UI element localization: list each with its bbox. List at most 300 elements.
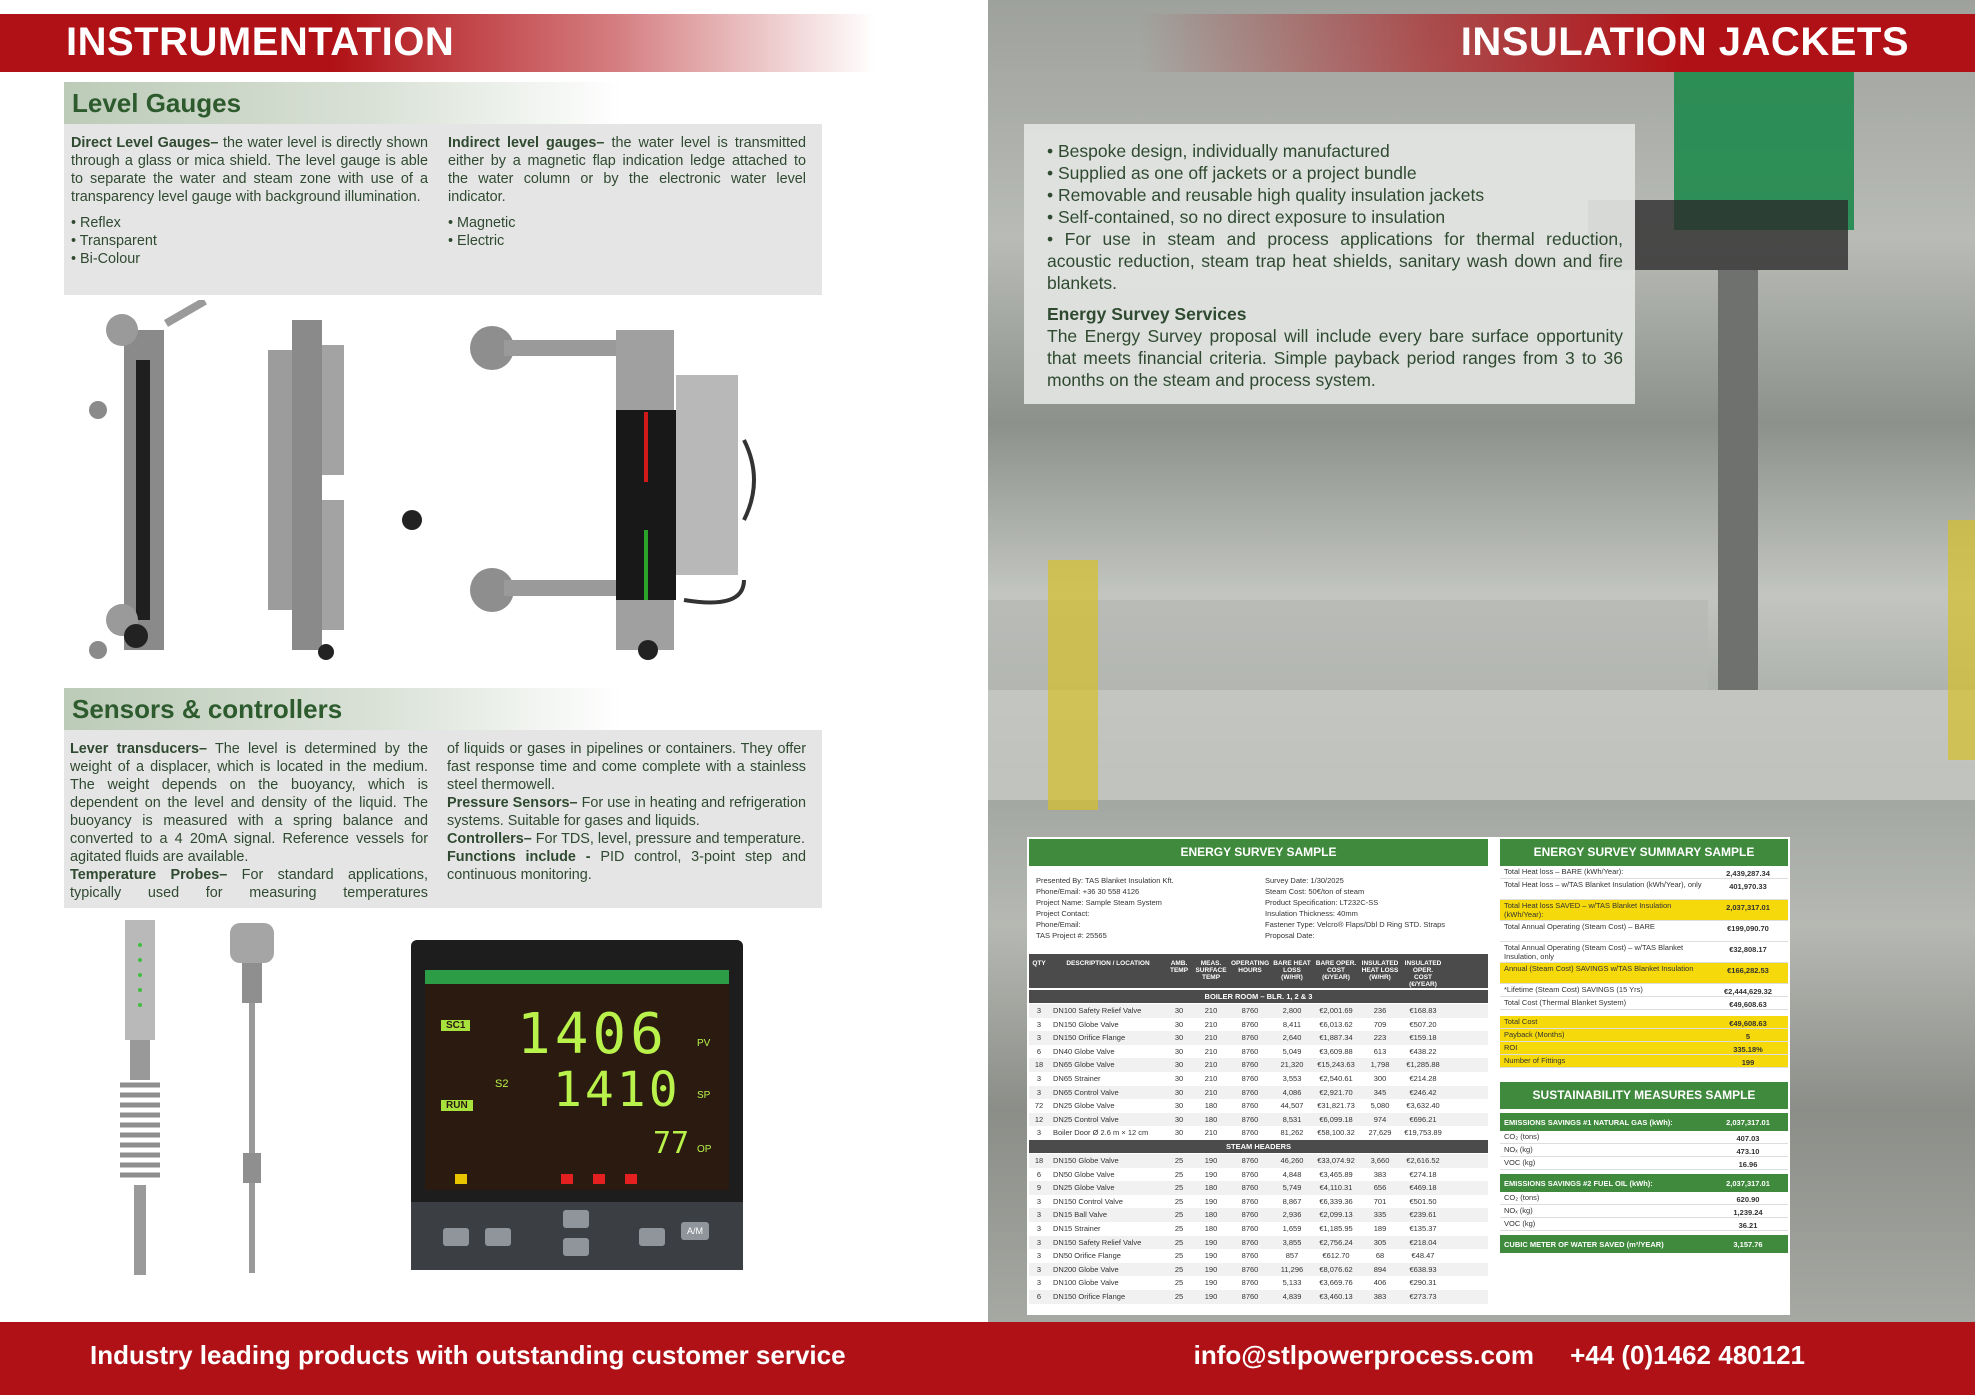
- table-row: [1029, 1208, 1488, 1222]
- functions-lead: Functions include -: [447, 849, 591, 865]
- magnetic-electric-gauge-image: [470, 326, 754, 660]
- pv-readout: 1406: [517, 1002, 668, 1067]
- table-cell: €6,013.62: [1319, 1019, 1353, 1029]
- table-cell: DN15 Strainer: [1053, 1224, 1101, 1233]
- table-cell: 30: [1174, 1046, 1184, 1056]
- direct-level-text: the water level is directly shown through a glass or mica shield. The level gauge is able to separate the water and steam zone with use of a transparency level gauge with background illumination.: [71, 135, 429, 205]
- energy-survey-title: ENERGY SURVEY SAMPLE: [1029, 839, 1488, 866]
- table-cell: 5,749: [1282, 1183, 1302, 1193]
- controller-keypad: [411, 1202, 743, 1270]
- table-row: [1029, 1181, 1488, 1195]
- left-header-bar: [0, 14, 875, 72]
- table-cell: 300: [1373, 1074, 1387, 1083]
- table-cell: DN50 Globe Valve: [1053, 1169, 1115, 1179]
- table-cell: 8760: [1241, 1251, 1259, 1261]
- table-cell: €2,756.24: [1319, 1237, 1353, 1247]
- pressure-sensors-lead: Pressure Sensors–: [447, 795, 578, 811]
- column-header: BARE OPER. COST (€/YEAR): [1315, 960, 1357, 981]
- sc1-indicator: SC1: [441, 1020, 470, 1031]
- table-cell: 3,855: [1282, 1237, 1302, 1247]
- summary-value: 2,439,287.34: [1726, 869, 1770, 878]
- table-cell: 25: [1174, 1156, 1184, 1165]
- table-cell: 210: [1204, 1006, 1218, 1015]
- table-cell: 190: [1204, 1169, 1218, 1179]
- table-cell: 8760: [1241, 1128, 1259, 1138]
- table-cell: 21,320: [1280, 1060, 1304, 1070]
- table-cell: 8760: [1241, 1292, 1259, 1301]
- summary-row: [1500, 1042, 1788, 1055]
- table-cell: 3: [1036, 1033, 1042, 1043]
- indicator-4: [625, 1174, 637, 1184]
- table-cell: 190: [1204, 1237, 1218, 1247]
- table-cell: €239.61: [1409, 1210, 1437, 1220]
- table-cell: 210: [1204, 1128, 1218, 1138]
- summary-row: [1500, 879, 1788, 900]
- summary-value: 407.03: [1736, 1134, 1760, 1143]
- table-cell: 210: [1204, 1019, 1218, 1029]
- insulation-info-box: [1024, 124, 1635, 404]
- table-cell: €48.47: [1411, 1251, 1435, 1261]
- summary-value: €49,608.63: [1729, 1019, 1767, 1028]
- survey-meta-item: Survey Date: 1/30/2025: [1265, 876, 1344, 885]
- footer-bar: [0, 1322, 1975, 1395]
- energy-survey-table: [1029, 839, 1488, 1301]
- sustain-group-header: [1500, 1174, 1788, 1192]
- lever-transducer-image: [120, 920, 160, 1275]
- table-cell: €246.42: [1409, 1087, 1437, 1097]
- sensors-title: Sensors & controllers: [72, 694, 343, 724]
- column-header: MEAS. SURFACE TEMP: [1195, 960, 1227, 981]
- summary-label: Payback (Months): [1504, 1030, 1565, 1039]
- summary-label: CO₂ (tons): [1504, 1132, 1540, 1141]
- table-cell: €638.93: [1409, 1264, 1437, 1274]
- table-row: [1029, 1099, 1488, 1113]
- summary-row: [1500, 1055, 1788, 1068]
- table-cell: €612.70: [1322, 1251, 1350, 1261]
- survey-meta-item: Presented By: TAS Blanket Insulation Kft.: [1036, 876, 1174, 885]
- table-cell: €1,887.34: [1319, 1033, 1353, 1043]
- table-cell: 9: [1036, 1183, 1042, 1193]
- reflex-gauge-image: [89, 300, 207, 659]
- table-cell: 30: [1174, 1019, 1184, 1029]
- table-cell: €3,632.40: [1406, 1101, 1440, 1111]
- table-cell: 974: [1373, 1114, 1387, 1124]
- table-cell: €274.18: [1409, 1169, 1437, 1179]
- table-cell: 8760: [1241, 1264, 1259, 1274]
- column-header: OPERATING HOURS: [1231, 960, 1270, 974]
- table-cell: 894: [1373, 1264, 1387, 1274]
- table-cell: DN25 Control Valve: [1053, 1114, 1119, 1124]
- table-cell: 8760: [1241, 1019, 1259, 1029]
- summary-rows: [1500, 866, 1788, 1010]
- table-cell: 3: [1036, 1210, 1042, 1220]
- table-cell: DN150 Orifice Flange: [1053, 1033, 1126, 1043]
- summary-row: [1500, 984, 1788, 997]
- temperature-probes-continued: of liquids or gases in pipelines or containers. They offer fast response time and come complete with a stainless steel thermowell.: [447, 741, 806, 793]
- summary-value: 473.10: [1736, 1147, 1760, 1156]
- summary-row: [1500, 1192, 1788, 1205]
- table-cell: DN200 Globe Valve: [1053, 1264, 1119, 1274]
- key-2[interactable]: [485, 1228, 511, 1246]
- table-row: [1029, 1018, 1488, 1032]
- table-cell: 30: [1174, 1101, 1184, 1111]
- table-cell: 8760: [1241, 1087, 1259, 1097]
- table-cell: 3: [1036, 1224, 1042, 1233]
- summary-value: 335.18%: [1733, 1045, 1763, 1054]
- survey-meta-item: Product Specification: LT232C-SS: [1265, 898, 1379, 907]
- table-cell: 46,260: [1280, 1156, 1304, 1165]
- temperature-probes-lead: Temperature Probes–: [70, 867, 228, 883]
- table-cell: 8760: [1241, 1006, 1259, 1015]
- table-cell: 2,936: [1282, 1210, 1302, 1220]
- table-cell: 6: [1036, 1292, 1042, 1301]
- table-cell: 656: [1373, 1183, 1387, 1193]
- footer-tagline: Industry leading products with outstanding customer service: [90, 1340, 846, 1370]
- survey-meta-item: Steam Cost: 50€/ton of steam: [1265, 887, 1365, 896]
- table-cell: 1,659: [1282, 1224, 1302, 1233]
- survey-meta-item: Project Contact:: [1036, 909, 1090, 918]
- table-cell: DN150 Control Valve: [1053, 1196, 1123, 1206]
- bullet-magnetic: • Magnetic: [448, 215, 516, 231]
- table-cell: 8760: [1241, 1156, 1259, 1165]
- table-cell: 6: [1036, 1169, 1042, 1179]
- table-cell: 11,296: [1280, 1264, 1304, 1274]
- right-header-bar: [1140, 14, 1975, 72]
- summary-value: €2,444,629.32: [1724, 987, 1772, 996]
- table-cell: 12: [1034, 1114, 1044, 1124]
- table-cell: 5,049: [1282, 1046, 1302, 1056]
- summary-value: 199: [1741, 1058, 1755, 1067]
- table-cell: 190: [1204, 1264, 1218, 1274]
- table-cell: 3: [1036, 1251, 1042, 1261]
- summary-label: Total Annual Operating (Steam Cost) – w/TAS Blanket Insulation, only: [1504, 943, 1684, 961]
- table-cell: 180: [1204, 1101, 1218, 1111]
- summary-label: NOₓ (kg): [1504, 1145, 1533, 1154]
- table-cell: 25: [1174, 1264, 1184, 1274]
- table-cell: 3: [1036, 1264, 1042, 1274]
- table-cell: 8760: [1241, 1169, 1259, 1179]
- table-row: [1029, 1072, 1488, 1086]
- table-cell: 180: [1204, 1114, 1218, 1124]
- table-row: [1029, 1222, 1488, 1236]
- table-cell: €19,753.89: [1404, 1128, 1442, 1138]
- indicator-2: [561, 1174, 573, 1184]
- sp-label: SP: [697, 1090, 711, 1101]
- sensors-second-column: [447, 740, 806, 884]
- table-cell: 190: [1204, 1278, 1218, 1288]
- survey-meta-item: Proposal Date:: [1265, 931, 1315, 940]
- table-cell: 8760: [1241, 1278, 1259, 1288]
- table-cell: 8,531: [1282, 1114, 1302, 1124]
- level-gauges-title: Level Gauges: [72, 88, 242, 118]
- sustain-group-label: EMISSIONS SAVINGS #2 FUEL OIL (kWh):: [1504, 1179, 1653, 1188]
- summary-label: Total Cost (Thermal Blanket System): [1504, 998, 1627, 1007]
- table-cell: DN25 Globe Valve: [1053, 1183, 1115, 1193]
- table-cell: 335: [1373, 1210, 1387, 1220]
- table-cell: 857: [1285, 1251, 1299, 1261]
- table-row: [1029, 1290, 1488, 1304]
- summary-row: [1500, 942, 1788, 963]
- lever-transducers-lead: Lever transducers–: [70, 741, 207, 757]
- energy-survey-text: The Energy Survey proposal will include every bare surface opportunity that meets financial criteria. Simple payback period ranges from 3 to 36 months on the steam and process system.: [1047, 326, 1623, 390]
- table-group-header: STEAM HEADERS: [1029, 1140, 1488, 1153]
- sp-readout: 1410: [553, 1062, 681, 1118]
- survey-meta-item: Project Name: Sample Steam System: [1036, 898, 1162, 907]
- table-cell: 25: [1174, 1183, 1184, 1193]
- bullet-applications: • For use in steam and process applications for thermal reduction, acoustic reduction, steam trap heat shields, sanitary wash down and fire blankets.: [1047, 229, 1623, 293]
- summary-row: [1500, 1029, 1788, 1042]
- table-cell: €438.22: [1409, 1046, 1437, 1056]
- table-cell: DN65 Globe Valve: [1053, 1060, 1115, 1070]
- table-cell: 3: [1036, 1278, 1042, 1288]
- summary-row: [1500, 921, 1788, 942]
- table-cell: 4,839: [1282, 1292, 1302, 1301]
- table-cell: 8,411: [1282, 1019, 1302, 1029]
- table-cell: €15,243.63: [1317, 1060, 1355, 1070]
- table-group-header: BOILER ROOM – BLR. 1, 2 & 3: [1029, 990, 1488, 1003]
- table-cell: 8760: [1241, 1060, 1259, 1070]
- table-cell: €58,100.32: [1317, 1128, 1355, 1138]
- table-row: [1029, 1168, 1488, 1182]
- bullet-bespoke: • Bespoke design, individually manufactured: [1047, 141, 1390, 161]
- table-row: [1029, 1031, 1488, 1045]
- column-header: QTY: [1032, 960, 1046, 967]
- sustainability-rows: [1500, 1113, 1788, 1253]
- table-cell: 190: [1204, 1251, 1218, 1261]
- table-cell: €501.50: [1409, 1196, 1437, 1206]
- table-row: [1029, 1113, 1488, 1127]
- table-cell: DN25 Globe Valve: [1053, 1101, 1115, 1111]
- energy-survey-heading: Energy Survey Services: [1047, 304, 1247, 324]
- summary-label: Total Heat loss SAVED – w/TAS Blanket Insulation (kWh/Year):: [1504, 901, 1672, 919]
- survey-meta-item: Phone/Email:: [1036, 920, 1081, 929]
- table-cell: €6,339.36: [1319, 1196, 1353, 1206]
- table-cell: €214.28: [1409, 1074, 1437, 1083]
- table-row: [1029, 1249, 1488, 1263]
- survey-meta-right: [1265, 875, 1445, 941]
- table-cell: 25: [1174, 1251, 1184, 1261]
- table-cell: 30: [1174, 1074, 1184, 1083]
- survey-meta-item: TAS Project #: 25565: [1036, 931, 1107, 940]
- table-cell: €2,099.13: [1319, 1210, 1353, 1220]
- column-header: AMB. TEMP: [1169, 960, 1189, 974]
- summary-label: Number of Fittings: [1504, 1056, 1566, 1065]
- table-cell: €2,616.52: [1406, 1156, 1440, 1165]
- table-cell: 25: [1174, 1196, 1184, 1206]
- controller-display: [425, 984, 729, 1190]
- table-cell: DN15 Ball Valve: [1053, 1210, 1108, 1220]
- summary-row: [1500, 1218, 1788, 1231]
- table-cell: 383: [1373, 1169, 1387, 1179]
- indirect-level-lead: Indirect level gauges–: [448, 135, 605, 151]
- table-cell: €273.73: [1409, 1292, 1437, 1301]
- summary-value: €49,608.63: [1729, 1000, 1767, 1009]
- summary-cost-rows: [1500, 1016, 1788, 1068]
- summary-row: [1500, 1157, 1788, 1170]
- table-cell: 3: [1036, 1019, 1042, 1029]
- table-cell: 709: [1373, 1019, 1387, 1029]
- summary-value: 16.96: [1738, 1160, 1758, 1169]
- energy-summary-title: ENERGY SURVEY SUMMARY SAMPLE: [1500, 839, 1788, 866]
- summary-label: VOC (kg): [1504, 1158, 1536, 1167]
- table-cell: 5,133: [1282, 1278, 1302, 1288]
- auto-manual-key[interactable]: A/M: [681, 1222, 709, 1240]
- direct-level-lead: Direct Level Gauges–: [71, 135, 219, 151]
- table-cell: 81,262: [1280, 1128, 1304, 1138]
- table-cell: €2,540.61: [1319, 1074, 1353, 1083]
- bullet-electric: • Electric: [448, 233, 505, 249]
- survey-meta-left: [1036, 875, 1174, 941]
- table-cell: €290.31: [1409, 1278, 1437, 1288]
- table-cell: €2,001.69: [1319, 1006, 1353, 1015]
- table-cell: €696.21: [1409, 1114, 1437, 1124]
- table-cell: 3: [1036, 1237, 1042, 1247]
- table-cell: €168.83: [1409, 1006, 1437, 1015]
- summary-label: ROI: [1504, 1043, 1518, 1052]
- column-header: BARE HEAT LOSS (W/HR): [1273, 960, 1311, 981]
- summary-row: [1500, 900, 1788, 921]
- level-gauges-title-bar: [64, 82, 624, 124]
- direct-level-column: [71, 134, 428, 268]
- table-cell: DN50 Orifice Flange: [1053, 1251, 1121, 1261]
- table-row: [1029, 1195, 1488, 1209]
- summary-row: [1500, 866, 1788, 879]
- table-cell: 210: [1204, 1046, 1218, 1056]
- table-cell: 3,553: [1282, 1074, 1302, 1083]
- table-cell: 1,798: [1370, 1060, 1390, 1070]
- summary-label: Total Heat loss – w/TAS Blanket Insulation (kWh/Year), only: [1504, 880, 1702, 889]
- table-cell: 8760: [1241, 1033, 1259, 1043]
- footer-contact: info@stlpowerprocess.com +44 (0)1462 480121: [1193, 1340, 1805, 1370]
- summary-label: Annual (Steam Cost) SAVINGS w/TAS Blanket Insulation: [1504, 964, 1694, 973]
- summary-row: [1500, 963, 1788, 984]
- summary-row: [1500, 1131, 1788, 1144]
- sustain-group-value: 2,037,317.01: [1726, 1179, 1770, 1188]
- table-row: [1029, 1058, 1488, 1072]
- table-cell: 2,640: [1282, 1033, 1302, 1043]
- table-cell: €469.18: [1409, 1183, 1437, 1193]
- table-cell: €2,921.70: [1319, 1087, 1353, 1097]
- left-header-title: INSTRUMENTATION: [66, 20, 455, 64]
- pressure-sensors-text: For use in heating and refrigeration systems. Suitable for gases and liquids.: [447, 795, 806, 829]
- table-cell: Boiler Door Ø 2.6 m × 12 cm: [1053, 1128, 1149, 1138]
- table-cell: 383: [1373, 1292, 1387, 1301]
- survey-column-headers: [1029, 954, 1488, 988]
- up-key[interactable]: [563, 1210, 589, 1228]
- summary-label: Total Heat loss – BARE (kWh/Year):: [1504, 867, 1624, 876]
- lever-transducers-column: [70, 740, 428, 902]
- summary-value: 2,037,317.01: [1726, 903, 1770, 912]
- column-header: INSULATED HEAT LOSS (W/HR): [1361, 960, 1399, 981]
- table-cell: 25: [1174, 1278, 1184, 1288]
- table-cell: 190: [1204, 1292, 1218, 1301]
- table-cell: 8760: [1241, 1114, 1259, 1124]
- table-cell: €135.37: [1409, 1224, 1437, 1233]
- table-cell: 3: [1036, 1006, 1042, 1015]
- bullet-self-contained: • Self-contained, so no direct exposure to insulation: [1047, 207, 1446, 227]
- table-cell: 8,867: [1282, 1196, 1302, 1206]
- table-cell: 210: [1204, 1087, 1218, 1097]
- controllers-lead: Controllers–: [447, 831, 532, 847]
- key-1[interactable]: [443, 1228, 469, 1246]
- bullet-bicolour: • Bi-Colour: [71, 251, 141, 267]
- table-cell: 5,080: [1370, 1101, 1390, 1111]
- table-cell: 3: [1036, 1128, 1042, 1138]
- table-cell: 30: [1174, 1087, 1184, 1097]
- sustain-group-header: [1500, 1235, 1788, 1253]
- summary-value: 36.21: [1738, 1221, 1758, 1230]
- table-row: [1029, 1276, 1488, 1290]
- table-cell: 8760: [1241, 1196, 1259, 1206]
- table-cell: 18: [1034, 1156, 1044, 1165]
- level-gauges-illustration: [64, 300, 764, 672]
- table-cell: 30: [1174, 1128, 1184, 1138]
- summary-value: 5: [1745, 1032, 1751, 1041]
- table-cell: 210: [1204, 1074, 1218, 1083]
- table-cell: 3: [1036, 1196, 1042, 1206]
- down-key[interactable]: [563, 1238, 589, 1256]
- sustainability-title: SUSTAINABILITY MEASURES SAMPLE: [1500, 1082, 1788, 1109]
- functions-text: PID control, 3-point step and continuous monitoring.: [447, 849, 806, 883]
- right-header-title: INSULATION JACKETS: [1460, 20, 1909, 64]
- summary-label: Total Cost: [1504, 1017, 1538, 1026]
- pv-label: PV: [697, 1038, 711, 1049]
- table-cell: €8,076.62: [1319, 1264, 1353, 1274]
- table-cell: DN150 Orifice Flange: [1053, 1292, 1126, 1301]
- summary-label: NOₓ (kg): [1504, 1206, 1533, 1215]
- table-cell: 4,086: [1282, 1087, 1302, 1097]
- table-cell: DN150 Globe Valve: [1053, 1019, 1119, 1029]
- table-row: [1029, 1126, 1488, 1140]
- sustain-group-value: 3,157.76: [1733, 1240, 1763, 1249]
- table-cell: 180: [1204, 1183, 1218, 1193]
- key-3[interactable]: [639, 1228, 665, 1246]
- summary-label: *Lifetime (Steam Cost) SAVINGS (15 Yrs): [1504, 985, 1643, 994]
- table-row: [1029, 1236, 1488, 1250]
- table-cell: €3,465.89: [1319, 1169, 1353, 1179]
- sustain-group-header: [1500, 1113, 1788, 1131]
- table-cell: 3: [1036, 1087, 1042, 1097]
- table-cell: €507.20: [1409, 1019, 1437, 1029]
- bullet-supplied: • Supplied as one off jackets or a project bundle: [1047, 163, 1417, 183]
- table-cell: €4,110.31: [1319, 1183, 1353, 1193]
- op-readout: 77: [653, 1126, 690, 1161]
- table-cell: 701: [1373, 1196, 1387, 1206]
- survey-meta-item: Fastener Type: Velcro® Flaps/Dbl D Ring STD. Straps: [1265, 920, 1446, 929]
- table-cell: 2,800: [1282, 1006, 1302, 1015]
- table-cell: 3: [1036, 1074, 1042, 1083]
- survey-meta-item: Insulation Thickness: 40mm: [1265, 909, 1358, 918]
- table-cell: 236: [1373, 1006, 1387, 1015]
- table-cell: €3,460.13: [1319, 1292, 1353, 1301]
- transparent-gauge-image: [268, 320, 422, 660]
- level-gauges-text-box: [64, 124, 822, 295]
- table-cell: 4,848: [1282, 1169, 1302, 1179]
- table-cell: 305: [1373, 1237, 1387, 1247]
- summary-value: 1,239.24: [1733, 1208, 1763, 1217]
- table-cell: 25: [1174, 1169, 1184, 1179]
- summary-row: [1500, 1205, 1788, 1218]
- bullet-removable: • Removable and reusable high quality insulation jackets: [1047, 185, 1485, 205]
- table-cell: DN150 Globe Valve: [1053, 1156, 1119, 1165]
- table-cell: 189: [1373, 1224, 1387, 1233]
- table-cell: 6: [1036, 1046, 1042, 1056]
- table-cell: 30: [1174, 1006, 1184, 1015]
- table-cell: 345: [1373, 1087, 1387, 1097]
- table-cell: 25: [1174, 1210, 1184, 1220]
- indirect-level-text: the water level is transmitted either by a magnetic flap indication ledge attached to the water column or by the electronic water level indicator.: [448, 135, 806, 205]
- table-cell: 8760: [1241, 1224, 1259, 1233]
